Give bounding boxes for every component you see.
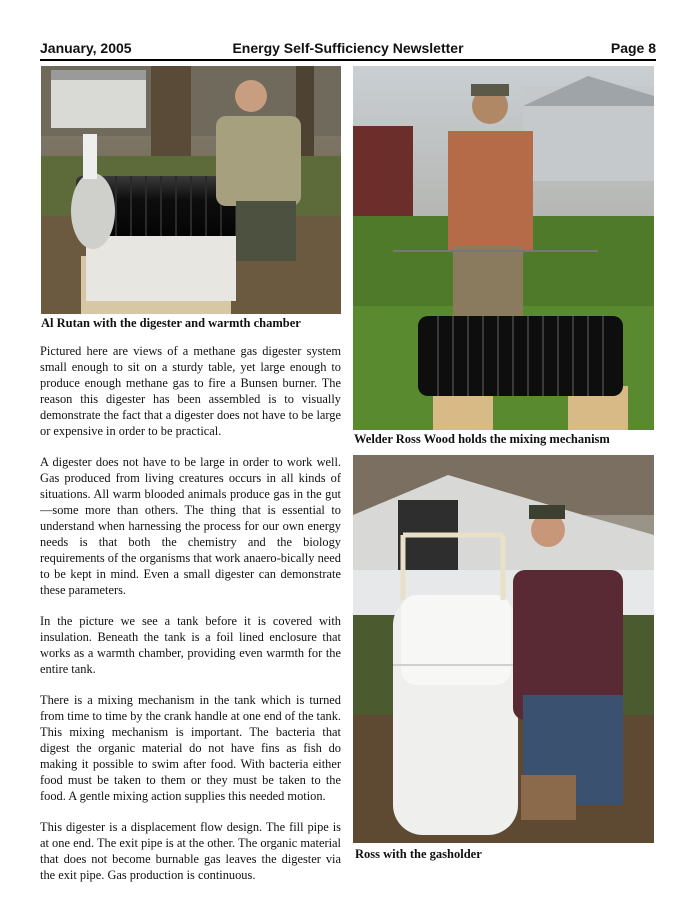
article-paragraph: There is a mixing mechanism in the tank which is turned from time to time by the crank handle at one end of the tank. This mixing mechanism is important. The bacteria that digest the organic material do not have fins as fish do making it possible to swim after food. With bacteria either food must be taken to them or they must be taken to the food. A gentle mixing action supplies this needed motion.	[40, 693, 341, 803]
photo-gasholder-illustration	[353, 455, 654, 843]
caption-photo-3: Ross with the gasholder	[355, 847, 482, 861]
photo-mixing-illustration	[353, 66, 654, 430]
caption-photo-2: Welder Ross Wood holds the mixing mechanism	[354, 432, 610, 446]
header-rule	[40, 59, 656, 61]
photo-digester-warmth-chamber	[41, 66, 341, 314]
article-body	[40, 343, 341, 898]
article-paragraph: In the picture we see a tank before it is covered with insulation. Beneath the tank is a foil lined enclosure that works as a warmth chamber, providing even warmth for the entire tank.	[40, 614, 341, 676]
article-paragraph: Pictured here are views of a methane gas digester system small enough to sit on a sturdy table, yet large enough to produce enough methane gas to fire a Bunsen burner. The reason this digester has been assembled is to visually demonstrate the fact that a digester does not have to be large or expensive in order to be practical.	[40, 344, 341, 438]
caption-photo-1: Al Rutan with the digester and warmth chamber	[41, 316, 301, 330]
photo-digester-illustration	[41, 66, 341, 314]
article-paragraph: This digester is a displacement flow design. The fill pipe is at one end. The exit pipe is at the other. The organic material that does not become burnable gas leaves the digester via the exit pipe. Gas production is continuous.	[40, 820, 341, 882]
page-header	[40, 38, 656, 60]
newsletter-title: Energy Self-Sufficiency Newsletter	[232, 40, 464, 56]
article-paragraph: A digester does not have to be large in order to work well. Gas produced from living creatures occurs in all kinds of situations. All warm blooded animals produce gas in the gut—some more than others. The thing that is essential to understand when harnessing the process for our own energy needs is that both the chemistry and the biology requirements of the organisms that work anaero-bically need to be kept in mind. Even a small digester can demonstrate these parameters.	[40, 455, 341, 597]
photo-mixing-mechanism	[353, 66, 654, 430]
page-number: Page 8	[610, 40, 656, 56]
photo-gasholder	[353, 455, 654, 843]
issue-date: January, 2005	[40, 40, 132, 56]
